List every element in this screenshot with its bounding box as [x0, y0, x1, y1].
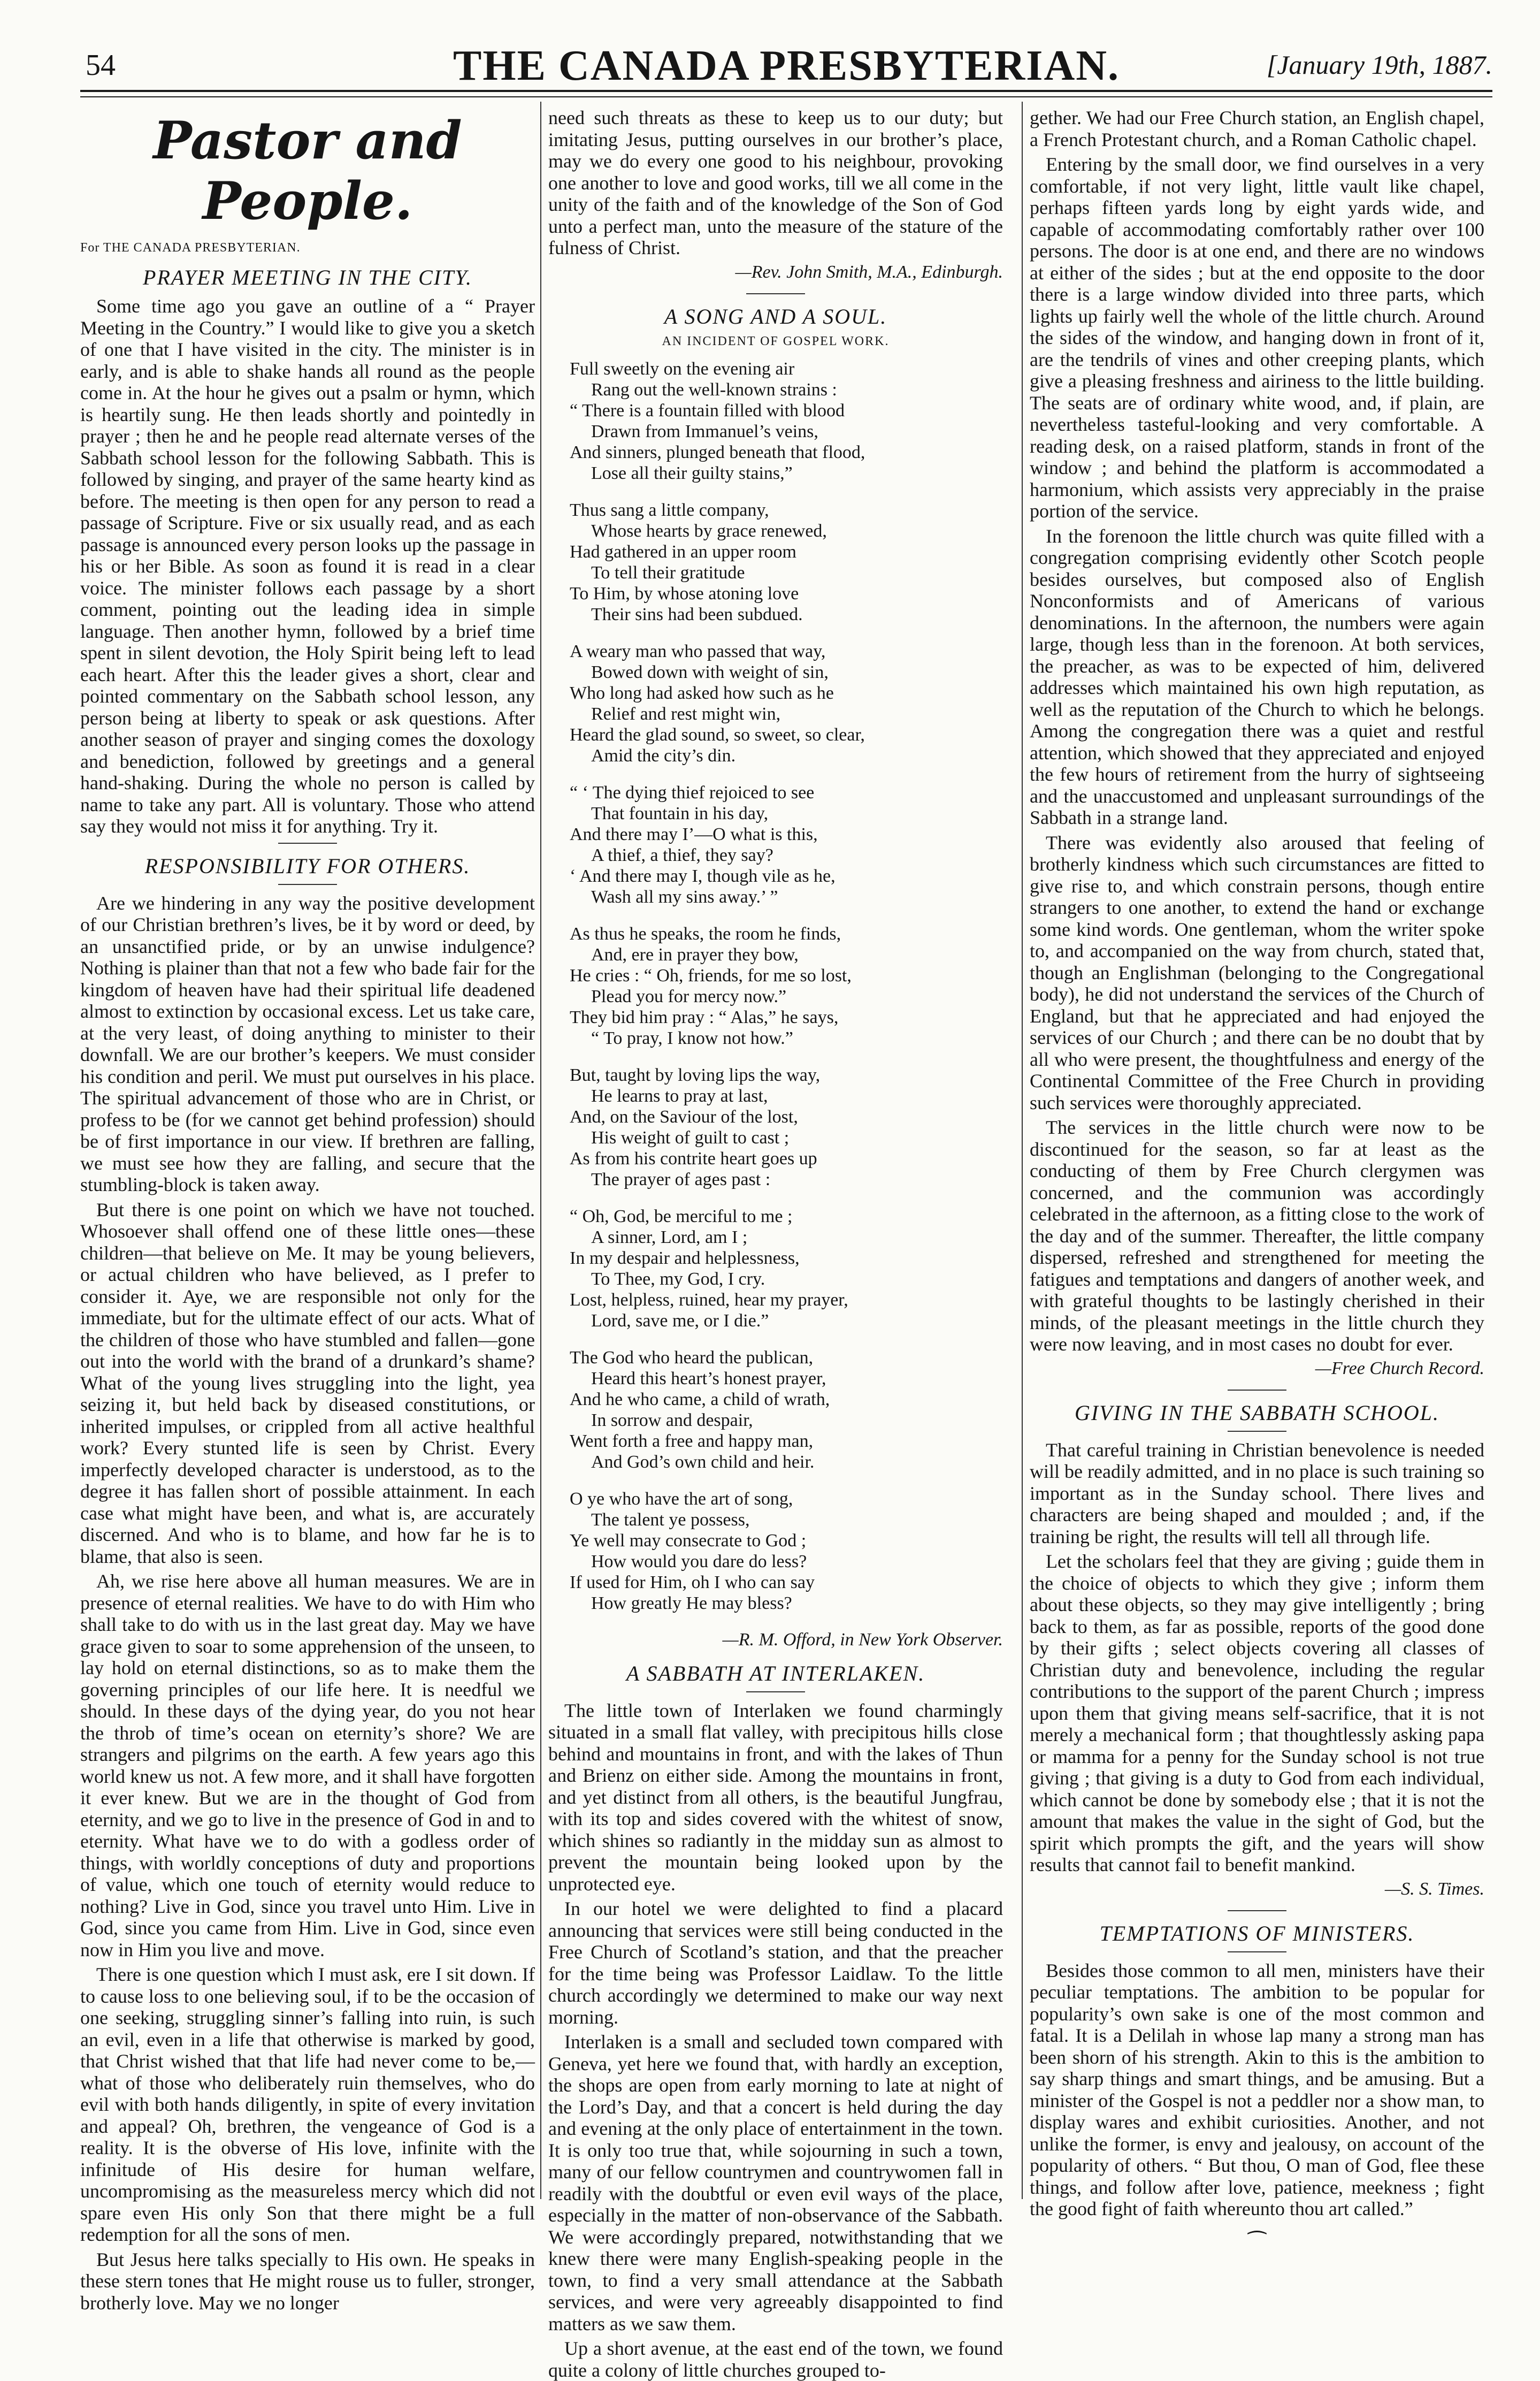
- poem-line: And sinners, plunged beneath that flood,: [570, 442, 865, 462]
- column-divider: [540, 102, 541, 2199]
- poem-line: Full sweetly on the evening air: [570, 358, 795, 379]
- poem-line: A thief, a thief, they say?: [591, 845, 773, 865]
- article-paragraph: The services in the little church were now to be discontinued for the season, so far at least as the conducting of them by Free Church clergymen was concerned, and the communion was accordingly celebrated in the afternoon, as a fitting close to the work of the day and of the summer. Thereafter, the little company dispersed, refreshed and strengthened for meeting the fatigues and temptations and dangers of another week, and with grateful thoughts to be lastingly cherished in their minds, of the pleasant meetings in the little church they were now leaving, and in most cases no doubt for ever.: [1030, 1117, 1484, 1355]
- section-rule: [746, 1691, 805, 1692]
- poem-line: If used for Him, oh I who can say: [570, 1572, 815, 1592]
- article-paragraph: Ah, we rise here above all human measures. We are in presence of eternal realities. We have to do with Him who shall take to do with us in the last great day. May we have grace given to soar to some apprehension of the unseen, to lay hold on eternal distinctions, so as to make them the governing principles of our life here. It is needful we should. In these days of the dying year, do you not hear the throb of time’s ocean on eternity’s shore? We are strangers and pilgrims on the earth. A few years ago this world knew us not. A few more, and it shall have forgotten it ever knew. But we are in the thought of God from eternity, and we go to live in the presence of God in and to eternity. What have we to do with a godless order of things, with worldly conceptions of duty and proportions of value, which one touch of eternity would reduce to nothing? Live in God, since you travel unto Him. Live in God, since you came from Him. Live in God, since even now in Him you live and move.: [80, 1570, 535, 1960]
- article-paragraph: gether. We had our Free Church station, an English chapel, a French Protestant church, and a Roman Catholic chapel.: [1030, 107, 1484, 150]
- department-heading: Pastor and People.: [153, 110, 462, 231]
- issue-date: [January 19th, 1887.: [1266, 50, 1492, 80]
- section-rule: [278, 884, 337, 885]
- poem-line: But, taught by loving lips the way,: [570, 1065, 821, 1085]
- page-header: [80, 37, 1492, 96]
- poem-stanza: [570, 641, 1003, 766]
- poem-line: To Him, by whose atoning love: [570, 583, 799, 604]
- article-paragraph: The little town of Interlaken we found charmingly situated in a small flat valley, with precipitous hills close behind and mountains in front, and with the lakes of Thun and Brienz on either side. Among the mountains in front, and yet distinct from all others, is the beautiful Jungfrau, with its top and sides covered with the whitest of snow, which shines so radiantly in the midday sun as almost to prevent the mountain being looked upon by the unprotected eye.: [548, 1699, 1003, 1895]
- article-title: GIVING IN THE SABBATH SCHOOL.: [1074, 1400, 1440, 1425]
- poem-line: Plead you for mercy now.”: [591, 986, 787, 1006]
- poem-line: Drawn from Immanuel’s veins,: [591, 421, 818, 441]
- poem-line: “ Oh, God, be merciful to me ;: [570, 1206, 793, 1226]
- poem-line: “ There is a fountain filled with blood: [570, 400, 845, 421]
- poem-title: A SONG AND A SOUL.: [664, 304, 887, 329]
- poem-line: O ye who have the art of song,: [570, 1489, 793, 1509]
- attribution: —Free Church Record.: [1315, 1358, 1484, 1378]
- article-title: TEMPTATIONS OF MINISTERS.: [1099, 1921, 1415, 1945]
- poem-line: And there may I’—O what is this,: [570, 824, 818, 844]
- section-rule: [1228, 1431, 1286, 1432]
- poem-line: To Thee, my God, I cry.: [591, 1269, 765, 1289]
- article-title: RESPONSIBILITY FOR OTHERS.: [144, 853, 471, 878]
- poem-line: A sinner, Lord, am I ;: [591, 1227, 748, 1247]
- column-divider: [1022, 102, 1023, 2199]
- section-rule: [1228, 1951, 1286, 1952]
- article-paragraph: But Jesus here talks specially to His own. He speaks in these stern tones that He might rouse us to fuller, stronger, brotherly love. May we no longer: [80, 2248, 535, 2314]
- poem-line: He learns to pray at last,: [591, 1086, 768, 1106]
- poem-line: In my despair and helplessness,: [570, 1248, 800, 1268]
- masthead: THE CANADA PRESBYTERIAN.: [453, 42, 1120, 89]
- poem-line: And he who came, a child of wrath,: [570, 1389, 830, 1409]
- attribution: —R. M. Offord, in New York Observer.: [722, 1629, 1003, 1650]
- poem-stanza: [570, 358, 1003, 484]
- poem-line: Their sins had been subdued.: [591, 604, 803, 624]
- column-2: [548, 107, 1003, 2381]
- poem-line: To tell their gratitude: [591, 562, 745, 583]
- poem-line: Amid the city’s din.: [591, 745, 736, 766]
- poem-line: The talent ye possess,: [591, 1509, 750, 1530]
- poem-line: As from his contrite heart goes up: [570, 1148, 817, 1169]
- poem-line: The God who heard the publican,: [570, 1347, 814, 1368]
- poem-line: Whose hearts by grace renewed,: [591, 521, 827, 541]
- attribution: —S. S. Times.: [1384, 1879, 1484, 1899]
- poem-line: Relief and rest might win,: [591, 704, 781, 724]
- poem-stanza: [570, 782, 1003, 907]
- poem-line: Had gathered in an upper room: [570, 541, 796, 562]
- poem-stanza: [570, 1206, 1003, 1331]
- poem-subtitle: AN INCIDENT OF GOSPEL WORK.: [662, 334, 890, 348]
- attribution: —Rev. John Smith, M.A., Edinburgh.: [735, 262, 1003, 282]
- article-paragraph: That careful training in Christian benevolence is needed will be readily admitted, and in no place is such training so important as in the Sunday school. There lives and characters are being shaped and moulded ; and, if the training be right, the results will tell all through life.: [1030, 1439, 1484, 1547]
- poem-line: Heard this heart’s honest prayer,: [591, 1368, 826, 1388]
- section-rule: [278, 843, 337, 844]
- page-number: 54: [86, 49, 116, 82]
- poem-line: And, on the Saviour of the lost,: [570, 1106, 798, 1127]
- section-rule: [1228, 1910, 1286, 1911]
- poem-line: And, ere in prayer they bow,: [591, 944, 799, 965]
- article-paragraph: need such threats as these to keep us to our duty; but imitating Jesus, putting ourselves in our brother’s place, may we do every one good to his neighbour, provoking one another to love and good works, till we all come in the unity of the faith and of the knowledge of the Son of God unto a perfect man, unto the measure of the stature of the fulness of Christ.: [548, 107, 1003, 258]
- poem: [548, 358, 1003, 1614]
- poem-line: The prayer of ages past :: [591, 1169, 771, 1189]
- poem-line: A weary man who passed that way,: [570, 641, 826, 661]
- article-paragraph: Up a short avenue, at the east end of the town, we found quite a colony of little churches grouped to-: [548, 2338, 1003, 2381]
- poem-line: Bowed down with weight of sin,: [591, 662, 829, 682]
- poem-line: Who long had asked how such as he: [570, 683, 834, 703]
- article-paragraph: There is one question which I must ask, ere I sit down. If to cause loss to one believing soul, if to be the occasion of one seeking, struggling sinner’s falling into ruin, is such an evil, even in a life that otherwise is marked by good, that Christ wished that that life had never come to be,—what of those who deliberately ruin themselves, who do evil with both hands diligently, in spite of every invitation and appeal? Oh, brethren, the vengeance of God is a reality. It is the obverse of His love, infinite with the infinitude of His desire for human welfare, uncompromising as the measureless mercy which did not spare even His only Son that there might be a full redemption for all the sons of men.: [80, 1964, 535, 2245]
- column-3: [1030, 107, 1484, 2255]
- article-paragraph: Let the scholars feel that they are giving ; guide them in the choice of objects to which they give ; inform them about these objects, so they may give intelligently ; bring back to them, as far as possible, reports of the good done by their gifts ; select objects covering all classes of Christian duty and benevolence, including the regular contributions to the support of the parent Church ; impress upon them that giving means self-sacrifice, that it is not merely a mechanical form ; that thoughtlessly asking papa or mamma for a penny for the Sunday school is not true giving ; that giving is a duty to God from each individual, which cannot be done by somebody else ; that it is not the amount that makes the value in the sight of God, but the spirit which prompts the gift, and the years will show results that cannot fail to benefit mankind.: [1030, 1551, 1484, 1875]
- poem-stanza: [570, 924, 1003, 1049]
- poem-line: And God’s own child and heir.: [591, 1452, 815, 1472]
- poem-stanza: [570, 1065, 1003, 1190]
- poem-line: In sorrow and despair,: [591, 1410, 753, 1430]
- poem-stanza: [570, 500, 1003, 625]
- poem-line: Lord, save me, or I die.”: [591, 1310, 769, 1331]
- poem-line: Lose all their guilty stains,”: [591, 463, 793, 483]
- article-paragraph: Are we hindering in any way the positive development of our Christian brethren’s lives, be it by word or deed, by an unsanctified pride, or by an unwise indulgence? Nothing is plainer than that not a few who bade fair for the kingdom of heaven have had their spiritual life deadened almost to extinction by occasional excess. Let us take care, at the very least, of doing anything to minister to their downfall. We are our brother’s keepers. We must consider his condition and peril. We must put ourselves in his place. The spiritual advancement of those who are in Christ, or profess to be (for we cannot get behind profession) should be of first importance in our view. If brethren are falling, we must see how they are falling, and secure that the stumbling-block is taken away.: [80, 892, 535, 1195]
- article-title: PRAYER MEETING IN THE CITY.: [143, 265, 472, 289]
- poem-line: How would you dare do less?: [591, 1551, 807, 1571]
- poem-stanza: [570, 1347, 1003, 1472]
- poem-line: How greatly He may bless?: [591, 1593, 792, 1613]
- column-1: [80, 107, 535, 2314]
- poem-stanza: [570, 1489, 1003, 1614]
- poem-line: Rang out the well-known strains :: [591, 379, 837, 400]
- poem-line: They bid him pray : “ Alas,” he says,: [570, 1007, 839, 1027]
- article-paragraph: In the forenoon the little church was quite filled with a congregation comprising evidently other Scotch people besides ourselves, but composed also of English Nonconformists and of Americans of various denominations. In the afternoon, the numbers were again large, though less than in the forenoon. At both services, the preacher, as was to be expected of him, delivered addresses which maintained his own high reputation, as well as the reputation of the Church to which he belongs. Among the congregation there was a quiet and restful attention, which showed that they appreciated and enjoyed the few hours of retirement from the hurry of sightseeing and the unaccustomed and unpleasant surroundings of the Sabbath in a strange land.: [1030, 525, 1484, 828]
- article-title: A SABBATH AT INTERLAKEN.: [626, 1661, 925, 1685]
- article-paragraph: Entering by the small door, we find ourselves in a very comfortable, if not very light, little vault like chapel, perhaps fifteen yards long by eight yards wide, and capable of accommodating comfortably rather over 100 persons. The door is at one end, and there are no windows at either of the sides ; but at the end opposite to the door there is a large window divided into three parts, which lights up fairly well the whole of the little church. Around the sides of the window, and hanging down in front of it, are the tendrils of vines and other creeping plants, which give a pleasing freshness and airiness to the little building. The seats are of ordinary white wood, and, if plain, are nevertheless tasteful-looking and very comfortable. A reading desk, on a raised platform, stands in front of the window ; and behind the platform is accommodated a harmonium, which assists very appreciably in the praise portion of the service.: [1030, 154, 1484, 522]
- poem-line: Lost, helpless, ruined, hear my prayer,: [570, 1289, 848, 1310]
- poem-line: “ ‘ The dying thief rejoiced to see: [570, 782, 815, 803]
- poem-line: Went forth a free and happy man,: [570, 1431, 814, 1451]
- poem-line: That fountain in his day,: [591, 803, 769, 823]
- end-ornament: ⁀: [1248, 2231, 1266, 2255]
- article-paragraph: Interlaken is a small and secluded town compared with Geneva, yet here we found that, with hardly an exception, the shops are open from early morning to late at night of the Lord’s Day, and that a concert is held during the day and evening at the only place of entertainment in the town. It is only too true that, while sojourning in such a town, many of our fellow countrymen and countrywomen fall in readily with the doubtful or even evil ways of the place, especially in the matter of non-observance of the Sabbath. We were accordingly prepared, notwithstanding that we knew there were many English-speaking people in the town, to find a very small attendance at the Sabbath services, and were very agreeably disappointed to find matters as we saw them.: [548, 2031, 1003, 2334]
- poem-line: ‘ And there may I, though vile as he,: [570, 866, 836, 886]
- byline: For THE CANADA PRESBYTERIAN.: [80, 241, 301, 255]
- poem-line: “ To pray, I know not how.”: [591, 1028, 793, 1048]
- article-paragraph: Some time ago you gave an outline of a “ Prayer Meeting in the Country.” I would like to give you a sketch of one that I have visited in the city. The minister is in early, and is able to shake hands all round as the people come in. At the hour he gives out a psalm or hymn, which is heartily sung. He then leads shortly and pointedly in prayer ; then he and he people read alternate verses of the Sabbath school lesson for the following Sabbath. This is followed by singing, and prayer of the same hearty kind as before. The meeting is then open for any person to read a passage of Scripture. Five or six usually read, and as each passage is announced every person looks up the passage in his or her Bible. As soon as found it is read in a clear voice. The minister follows each passage by a short comment, pointing out the leading idea in simple language. Then another hymn, followed by a brief time spent in silent devotion, the Holy Spirit being left to lead each heart. After this the leader gives a short, clear and pointed commentary on the Sabbath school lesson, any person being at liberty to speak or ask questions. After another season of prayer and singing comes the doxology and benediction, followed by greetings and a general hand-shaking. During the whole no person is called by name to take any part. All is voluntary. Those who attend say they would not miss it for anything. Try it.: [80, 295, 535, 837]
- article-paragraph: Besides those common to all men, ministers have their peculiar temptations. The ambition to be popular for popularity’s own sake is one of the most common and fatal. It is a Delilah in whose lap many a strong man has been shorn of his strength. Akin to this is the ambition to say sharp things and smart things, and be amusing. But a minister of the Gospel is not a peddler nor a show man, to display wares and exhibit curiosities. Another, and not unlike the former, is envy and jealousy, on account of the popularity of others. “ But thou, O man of God, flee these things, and follow after love, patience, meekness ; fight the good fight of faith whereunto thou art called.”: [1030, 1959, 1484, 2219]
- section-rule: [1228, 1390, 1286, 1391]
- poem-line: Heard the glad sound, so sweet, so clear,: [570, 724, 865, 745]
- header-rule-thick: [80, 90, 1492, 92]
- article-paragraph: In our hotel we were delighted to find a placard announcing that services were still being conducted in the Free Church of Scotland’s station, and that the preacher for the time being was Professor Laidlaw. To the little church accordingly we determined to make our way next morning.: [548, 1898, 1003, 2028]
- poem-line: Thus sang a little company,: [570, 500, 769, 520]
- poem-line: Ye well may consecrate to God ;: [570, 1530, 807, 1551]
- header-rule-thin: [80, 96, 1492, 97]
- poem-line: Wash all my sins away.’ ”: [591, 887, 778, 907]
- poem-line: His weight of guilt to cast ;: [591, 1127, 790, 1148]
- poem-line: As thus he speaks, the room he finds,: [570, 924, 841, 944]
- article-paragraph: But there is one point on which we have not touched. Whosoever shall offend one of these little ones—these children—that believe on Me. It may be young believers, or actual children who have believed, as I prefer to consider it. Aye, we are responsible not only for the immediate, but for the ultimate effect of our acts. What of the children of those who have stumbled and fallen—gone out into the world with the brand of a drunkard’s shame? What of the young lives struggling into the light, yea seizing it, but held back by diseased constitutions, or inherited impulses, or crippled from all active healthful work? Every stunted life is seen by Christ. Every imperfectly developed character is understood, as to the degree it has fallen short of possible attainment. In each case what might have been, and what is, are accurately discerned. And who is to blame, and how far he is to blame, that also is seen.: [80, 1199, 535, 1567]
- article-paragraph: There was evidently also aroused that feeling of brotherly kindness which such circumstances are fitted to give rise to, and which constrain persons, though entire strangers to one another, to extend the hand or exchange some kind words. One gentleman, whom the writer spoke to, and accompanied on the way from church, stated that, though an Englishman (belonging to the Congregational body), he did not understand the services of the Church of England, but that he appreciated and had enjoyed the services of our Church ; and there can be no doubt that by all who were present, the thoughtfulness and energy of the Continental Committee of the Free Church in providing such services were thoroughly appreciated.: [1030, 831, 1484, 1113]
- poem-line: He cries : “ Oh, friends, for me so lost,: [570, 965, 852, 986]
- section-rule: [746, 293, 805, 294]
